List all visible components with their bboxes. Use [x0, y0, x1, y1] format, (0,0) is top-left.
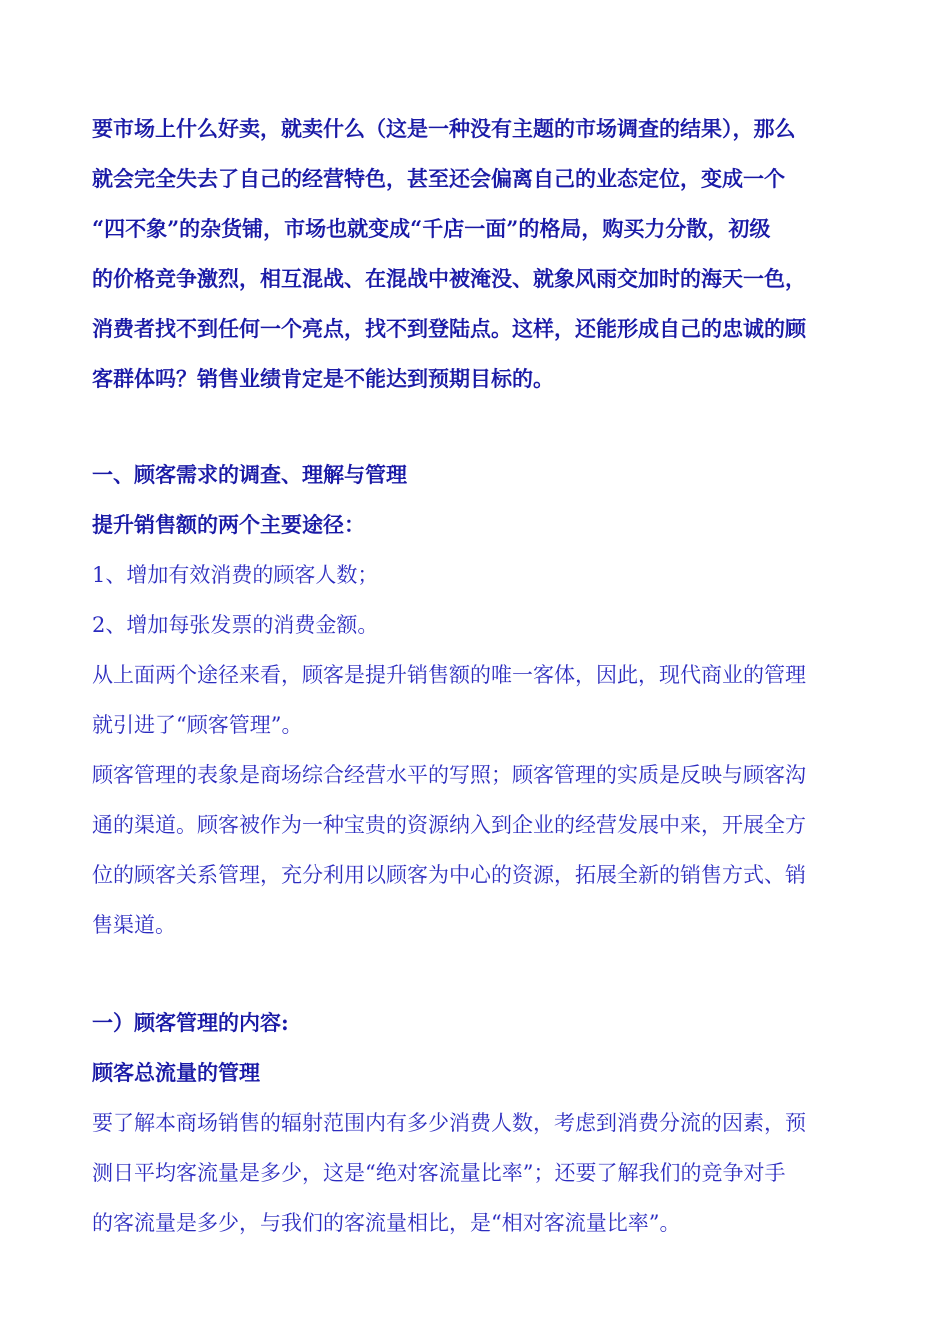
paragraph-line: 就引进了“顾客管理”。: [92, 713, 303, 737]
paragraph-line: 的价格竞争激烈，相互混战、在混战中被淹没、就象风雨交加时的海天一色，: [92, 266, 806, 291]
paragraph-line: 的客流量是多少，与我们的客流量相比，是“相对客流量比率”。: [92, 1211, 681, 1235]
paragraph-line: 从上面两个途径来看，顾客是提升销售额的唯一客体，因此，现代商业的管理: [92, 663, 806, 687]
paragraph-line: 就会完全失去了自己的经营特色，甚至还会偏离自己的业态定位，变成一个: [92, 166, 785, 191]
paragraph-line: 售渠道。: [92, 913, 176, 937]
paragraph-line: 通的渠道。顾客被作为一种宝贵的资源纳入到企业的经营发展中来，开展全方: [92, 813, 806, 837]
section-subheading: 顾客总流量的管理: [92, 1060, 260, 1085]
paragraph-line: 顾客管理的表象是商场综合经营水平的写照；顾客管理的实质是反映与顾客沟: [92, 763, 806, 787]
section-subheading: 提升销售额的两个主要途径：: [92, 512, 365, 537]
paragraph-line: “四不象”的杂货铺，市场也就变成“千店一面”的格局，购买力分散，初级: [92, 216, 771, 241]
paragraph-line: 要了解本商场销售的辐射范围内有多少消费人数，考虑到消费分流的因素，预: [92, 1111, 806, 1135]
paragraph-line: 客群体吗？销售业绩肯定是不能达到预期目标的。: [92, 366, 554, 391]
paragraph-line: 测日平均客流量是多少，这是“绝对客流量比率”；还要了解我们的竞争对手: [92, 1161, 786, 1185]
paragraph-line: 位的顾客关系管理，充分利用以顾客为中心的资源，拓展全新的销售方式、销: [92, 863, 806, 887]
list-item: 1、增加有效消费的顾客人数；: [92, 563, 379, 587]
section-heading: 一）顾客管理的内容:: [92, 1010, 289, 1035]
paragraph-line: 要市场上什么好卖，就卖什么（这是一种没有主题的市场调查的结果），那么: [92, 116, 796, 141]
list-item: 2、增加每张发票的消费金额。: [92, 613, 379, 637]
paragraph-line: 消费者找不到任何一个亮点，找不到登陆点。这样，还能形成自己的忠诚的顾: [92, 316, 806, 341]
section-heading: 一、顾客需求的调查、理解与管理: [92, 462, 407, 487]
